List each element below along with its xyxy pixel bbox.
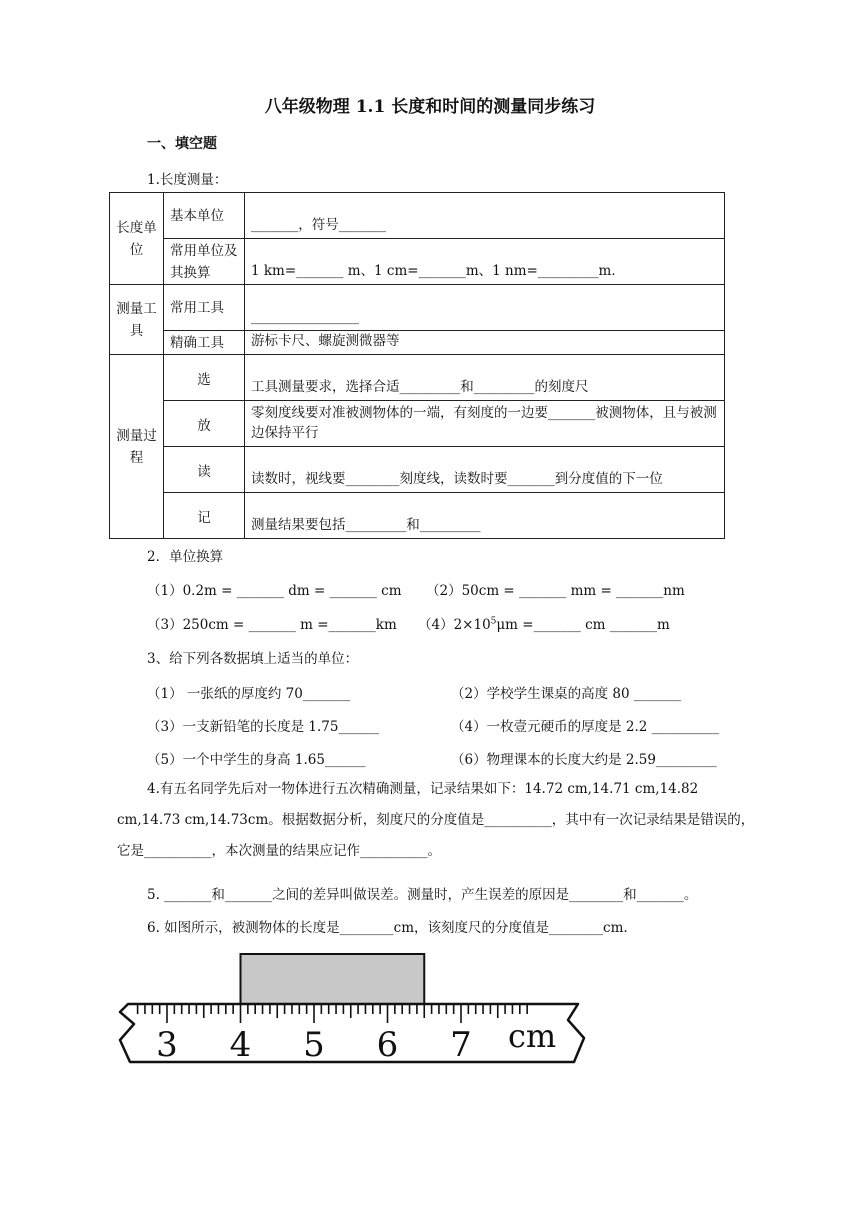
ruler-label: 4 [229, 1025, 252, 1065]
cell-place-blank: 零刻度线要对准被测物体的一端，有刻度的一边要_______被测物体，且与被测边保持平行 [245, 401, 725, 447]
q6-text: 6. 如图所示，被测物体的长度是________cm，该刻度尺的分度值是________cm. [147, 920, 628, 936]
cell-basic-unit: 基本单位 [164, 193, 245, 239]
cell-common-tool-blank: ________________ [245, 285, 725, 331]
ruler-label: 5 [303, 1025, 325, 1065]
q3-item-4: （4）一枚壹元硬币的厚度是 2.2 __________ [451, 719, 720, 735]
cell-precise-tool-value: 游标卡尺、螺旋测微器等 [245, 331, 725, 355]
q3-item-5: （5）一个中学生的身高 1.65______ [147, 752, 366, 768]
measured-object [241, 954, 425, 1004]
cell-common-unit-blank: 1 km=_______ m、1 cm=_______m、1 nm=_________m． [245, 239, 725, 285]
q3-label: 3、给下列各数据填上适当的单位： [147, 651, 359, 667]
q3-item-2: （2）学校学生课桌的高度 80 _______ [451, 686, 682, 702]
cell-record-blank: 测量结果要包括_________和_________ [245, 493, 725, 539]
cell-basic-unit-blank: _______，符号_______ [245, 193, 725, 239]
q1-label: 1.长度测量： [147, 172, 228, 188]
q2-label: 2．单位换算 [147, 549, 224, 565]
q4-text: 4.有五名同学先后对一物体进行五次精确测量，记录结果如下：14.72 cm,14.71 cm,14.82 cm,14.73 cm,14.73cm。根据数据分析，刻度尺的分度值是__________，其中有一次记录结果是错误的，它是__________，本次测量的结果应记作__________。 [117, 781, 755, 859]
cell-record: 记 [164, 493, 245, 539]
cell-read-blank: 读数时，视线要________刻度线，读数时要_______到分度值的下一位 [245, 447, 725, 493]
q3-item-6: （6）物理课本的长度大约是 2.59_________ [451, 752, 717, 768]
ruler-label: 3 [156, 1025, 178, 1065]
q2-item-2: （2）50cm = _______ mm = _______nm [426, 583, 685, 599]
ruler-label: 7 [450, 1025, 472, 1065]
cell-common-unit: 常用单位及其换算 [164, 239, 245, 285]
cell-measure-tool: 测量工具 [110, 285, 164, 355]
cell-measure-process: 测量过程 [110, 355, 164, 539]
section-heading: 一、填空题 [147, 136, 217, 152]
length-measurement-table [109, 192, 725, 539]
ruler-figure [116, 952, 590, 1070]
cell-place: 放 [164, 401, 245, 447]
ruler-label: 6 [376, 1025, 399, 1065]
q2-item-3: （3）250cm = _______ m =_______km [147, 617, 397, 633]
cell-common-tool: 常用工具 [164, 285, 245, 331]
page-title: 八年级物理 1.1 长度和时间的测量同步练习 [264, 97, 596, 117]
cell-precise-tool: 精确工具 [164, 331, 245, 355]
q2-item-4: $(4)2\times 10^5\mu m$ =_______ cm _______m [418, 616, 670, 633]
cell-select-blank: 工具测量要求，选择合适_________和_________的刻度尺 [245, 355, 725, 401]
q3-item-3: （3）一支新铅笔的长度是 1.75______ [147, 719, 379, 735]
cell-length-unit: 长度单位 [110, 193, 164, 285]
q3-item-1: （1） 一张纸的厚度约 70_______ [147, 686, 351, 702]
q2-item-1: （1）0.2m = _______ dm = _______ cm [147, 583, 402, 599]
cell-read: 读 [164, 447, 245, 493]
cell-select: 选 [164, 355, 245, 401]
ruler-unit-label: cm [508, 1017, 557, 1055]
q5-text: 5. _______和_______之间的差异叫做误差。测量时，产生误差的原因是________和_______。 [147, 887, 698, 903]
